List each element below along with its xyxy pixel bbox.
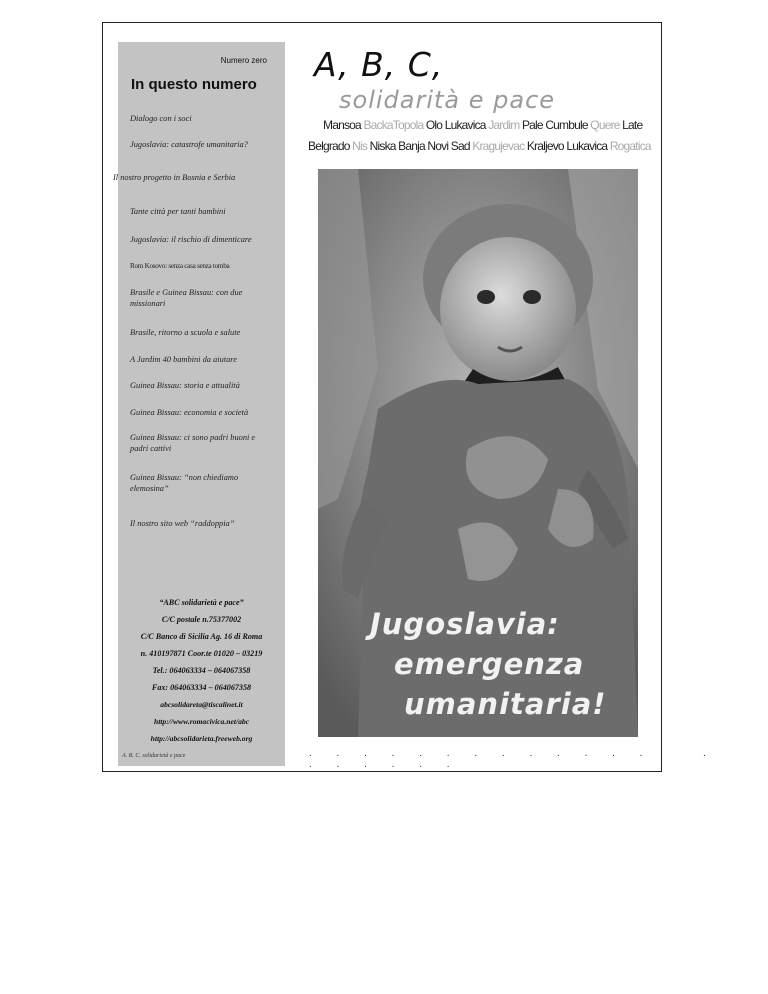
headline-line-2: emergenza bbox=[394, 647, 585, 681]
place-name: Belgrado bbox=[308, 139, 350, 153]
toc-item: Jugoslavia: il rischio di dimenticare bbox=[130, 235, 252, 244]
contact-tel: Tel.: 064063334 – 064067358 bbox=[152, 666, 251, 675]
toc-item: Rom Kosovo: senza casa senza tomba bbox=[130, 262, 230, 270]
cover-photo bbox=[318, 169, 638, 737]
toc-item: A Jardim 40 bambini da aiutare bbox=[130, 355, 237, 364]
contact-web2: http://abcsolidarieta.freeweb.org bbox=[150, 734, 253, 743]
footer-label: A. B. C. solidarietà e pace bbox=[122, 753, 186, 759]
place-name: Mansoa bbox=[323, 118, 361, 132]
toc-item: Brasile e Guinea Bissau: con due missionari bbox=[130, 288, 243, 308]
toc-item: Tante città per tanti bambini bbox=[130, 207, 226, 216]
masthead-title: A, B, C, bbox=[314, 45, 444, 84]
toc-item: Guinea Bissau: storia e attualità bbox=[130, 381, 240, 390]
place-name: Lukavica bbox=[563, 139, 608, 153]
place-name: Topola bbox=[392, 118, 424, 132]
places-line-1 bbox=[323, 118, 663, 132]
place-name: Late bbox=[619, 118, 643, 132]
place-name: Kragujevac bbox=[469, 139, 525, 153]
headline-line-3: umanitaria! bbox=[404, 687, 607, 721]
contact-block bbox=[118, 594, 285, 747]
toc-item: Guinea Bissau: “non chiediamo elemosina” bbox=[130, 473, 239, 493]
contact-account: n. 410197871 Coor.te 01020 – 03219 bbox=[140, 649, 263, 658]
place-name: Quere bbox=[587, 118, 620, 132]
place-name: Kraljevo bbox=[524, 139, 564, 153]
toc-item: Guinea Bissau: economia e società bbox=[130, 408, 249, 417]
place-name: Rogatica bbox=[607, 139, 651, 153]
place-name: Lukavica bbox=[442, 118, 486, 132]
contact-email: abcsolidareta@tiscalinet.it bbox=[160, 700, 243, 709]
sidebar-panel bbox=[113, 42, 285, 765]
place-name: Pale bbox=[519, 118, 543, 132]
contact-web1: http://www.romacivica.net/abc bbox=[153, 717, 250, 726]
toc-title: In questo numero bbox=[131, 76, 257, 93]
toc-item: Guinea Bissau: ci sono padri buoni e padri cattivi bbox=[130, 433, 256, 453]
place-name: Cumbule bbox=[542, 118, 588, 132]
dotted-rule-end: . bbox=[703, 748, 706, 759]
place-name: Novi Sad bbox=[424, 139, 470, 153]
place-name: Nis bbox=[349, 139, 368, 153]
contact-fax: Fax: 064063334 – 064067358 bbox=[151, 683, 252, 692]
toc-item: Brasile, ritorno a scuola e salute bbox=[130, 328, 241, 337]
place-name: Jardim bbox=[485, 118, 520, 132]
contact-postal: C/C postale n.75377002 bbox=[161, 615, 242, 624]
toc-item: Jugoslavia: catastrofe umanitaria? bbox=[130, 140, 248, 149]
issue-label: Numero zero bbox=[220, 56, 267, 65]
footer-label-box bbox=[118, 746, 285, 766]
place-name: Backa bbox=[360, 118, 393, 132]
contact-org: “ABC solidarietà e pace” bbox=[159, 598, 244, 607]
place-name: Niska Banja bbox=[367, 139, 425, 153]
toc-item: Dialogo con i soci bbox=[130, 114, 192, 123]
headline-line-1: Jugoslavia: bbox=[370, 607, 560, 641]
toc-item: Il nostro progetto in Bosnia e Serbia bbox=[113, 173, 236, 182]
dotted-rule: . . . . . . . . . . . . . . . . . . . bbox=[309, 748, 654, 770]
masthead-subtitle: solidarità e pace bbox=[339, 86, 556, 114]
places-line-2 bbox=[308, 139, 651, 153]
magazine-page bbox=[102, 22, 706, 772]
contact-bank: C/C Banco di Sicilia Ag. 16 di Roma bbox=[140, 632, 263, 641]
toc-item: Il nostro sito web “raddoppia” bbox=[130, 519, 235, 528]
place-name: Olo bbox=[423, 118, 443, 132]
